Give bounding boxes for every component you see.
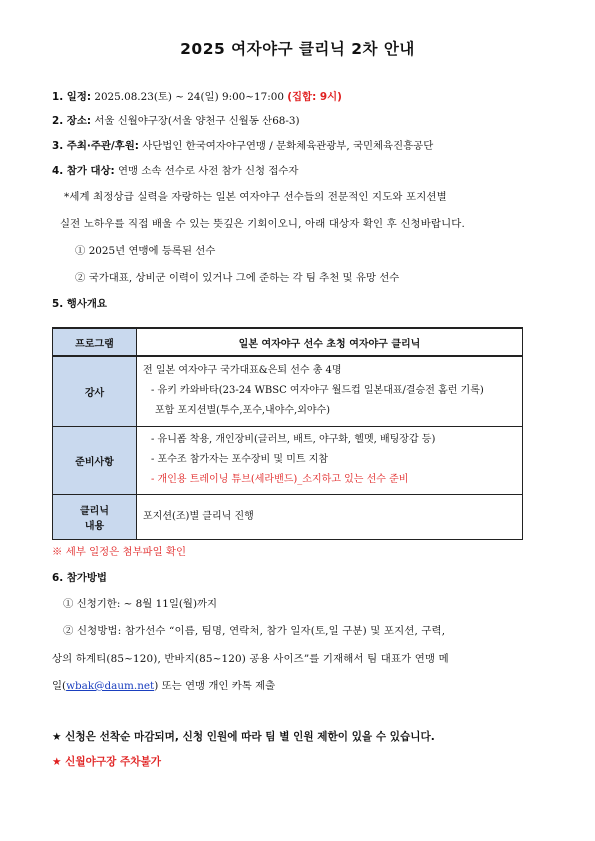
table-row <box>53 426 523 494</box>
overview-heading: 5. 행사개요 <box>52 298 107 310</box>
row-content-instructor <box>137 356 523 426</box>
apply-deadline: ① 신청기한: ~ 8월 11일(월)까지 <box>63 598 218 610</box>
apply-method-line2: 상의 하계티(85~120), 반바지(85~120) 공용 사이즈”를 기재해서 팀 대표가 연맹 메 <box>52 653 449 665</box>
venue-label: 2. 장소: <box>52 115 92 127</box>
organizer-label: 3. 주최·주관/후원: <box>52 140 139 152</box>
target-line <box>52 164 298 178</box>
preparation-line-1: - 유니폼 착용, 개인장비(글러브, 배트, 야구화, 헬멧, 배팅장갑 등) <box>151 434 436 445</box>
row-label-instructor: 강사 <box>53 356 137 426</box>
target-note-line1: *세계 최정상급 실력을 자랑하는 일본 여자야구 선수들의 전문적인 지도와 포지션별 <box>64 191 447 203</box>
program-table <box>52 327 523 540</box>
row-label-preparation: 준비사항 <box>53 426 137 494</box>
schedule-label: 1. 일정: <box>52 91 92 103</box>
target-item-1: ① 2025년 연맹에 등록된 선수 <box>75 245 216 257</box>
preparation-line-3: - 개인용 트레이닝 튜브(세라밴드)_소지하고 있는 선수 준비 <box>151 474 409 485</box>
instructor-line-2: - 유키 카와바타(23-24 WBSC 여자야구 월드컵 일본대표/결승전 홈런 기록) <box>151 385 484 397</box>
apply-method-line3-pre: 일( <box>52 680 67 692</box>
detail-schedule-note: ※ 세부 일정은 첨부파일 확인 <box>52 546 187 558</box>
organizer-line <box>52 139 433 153</box>
organizer-value: 사단법인 한국여자야구연맹 / 문화체육관광부, 국민체육진흥공단 <box>138 140 434 152</box>
clinic-label-line1: 클리닉 <box>80 505 109 517</box>
clinic-line-1: 포지션(조)별 클리닉 진행 <box>143 510 254 522</box>
target-value: 연맹 소속 선수로 사전 참가 신청 접수자 <box>114 165 299 177</box>
target-note-line2: 실전 노하우를 직접 배울 수 있는 뜻깊은 기회이오니, 아래 대상자 확인 후 신청바랍니다. <box>60 218 465 230</box>
clinic-label-line2: 내용 <box>84 520 105 532</box>
apply-method-line3-post: ) 또는 연맹 개인 카톡 제출 <box>154 680 276 692</box>
header-program-title: 일본 여자야구 선수 초청 여자야구 클리닉 <box>137 328 523 356</box>
apply-heading: 6. 참가방법 <box>52 572 107 584</box>
instructor-line-3: 포함 포지션별(투수,포수,내야수,외야수) <box>155 405 331 417</box>
page-title: 2025 여자야구 클리닉 2차 안내 <box>180 40 415 58</box>
row-content-clinic <box>137 494 523 539</box>
notice-parking: ★ 신월야구장 주차불가 <box>52 756 161 768</box>
program-table-header <box>53 328 523 356</box>
apply-method-line3 <box>52 679 275 693</box>
row-label-clinic <box>53 494 137 539</box>
schedule-value: 2025.08.23(토) ~ 24(일) 9:00~17:00 <box>91 91 288 103</box>
schedule-line <box>52 90 342 104</box>
table-row <box>53 356 523 426</box>
venue-value: 서울 신월야구장(서울 양천구 신월동 산68-3) <box>91 115 300 127</box>
row-content-preparation <box>137 426 523 494</box>
target-item-2: ② 국가대표, 상비군 이력이 있거나 그에 준하는 각 팀 추천 및 유망 선수 <box>75 272 400 284</box>
header-program-label: 프로그램 <box>53 328 137 356</box>
email-link[interactable]: wbak@daum.net <box>66 680 155 692</box>
target-label: 4. 참가 대상: <box>52 165 115 177</box>
instructor-line-1: 전 일본 여자야구 국가대표&은퇴 선수 총 4명 <box>143 365 342 377</box>
apply-method-line1: ② 신청방법: 참가선수 “이름, 팀명, 연락처, 참가 일자(토,일 구분) 및 포지션, 구력, <box>63 625 446 637</box>
assembly-time: (집합: 9시) <box>287 91 342 103</box>
notice-first-come: ★ 신청은 선착순 마감되며, 신청 인원에 따라 팀 별 인원 제한이 있을 수 있습니다. <box>52 731 435 743</box>
table-row <box>53 494 523 539</box>
preparation-line-2: - 포수조 참가자는 포수장비 및 미트 지참 <box>151 454 329 465</box>
venue-line <box>52 114 300 128</box>
